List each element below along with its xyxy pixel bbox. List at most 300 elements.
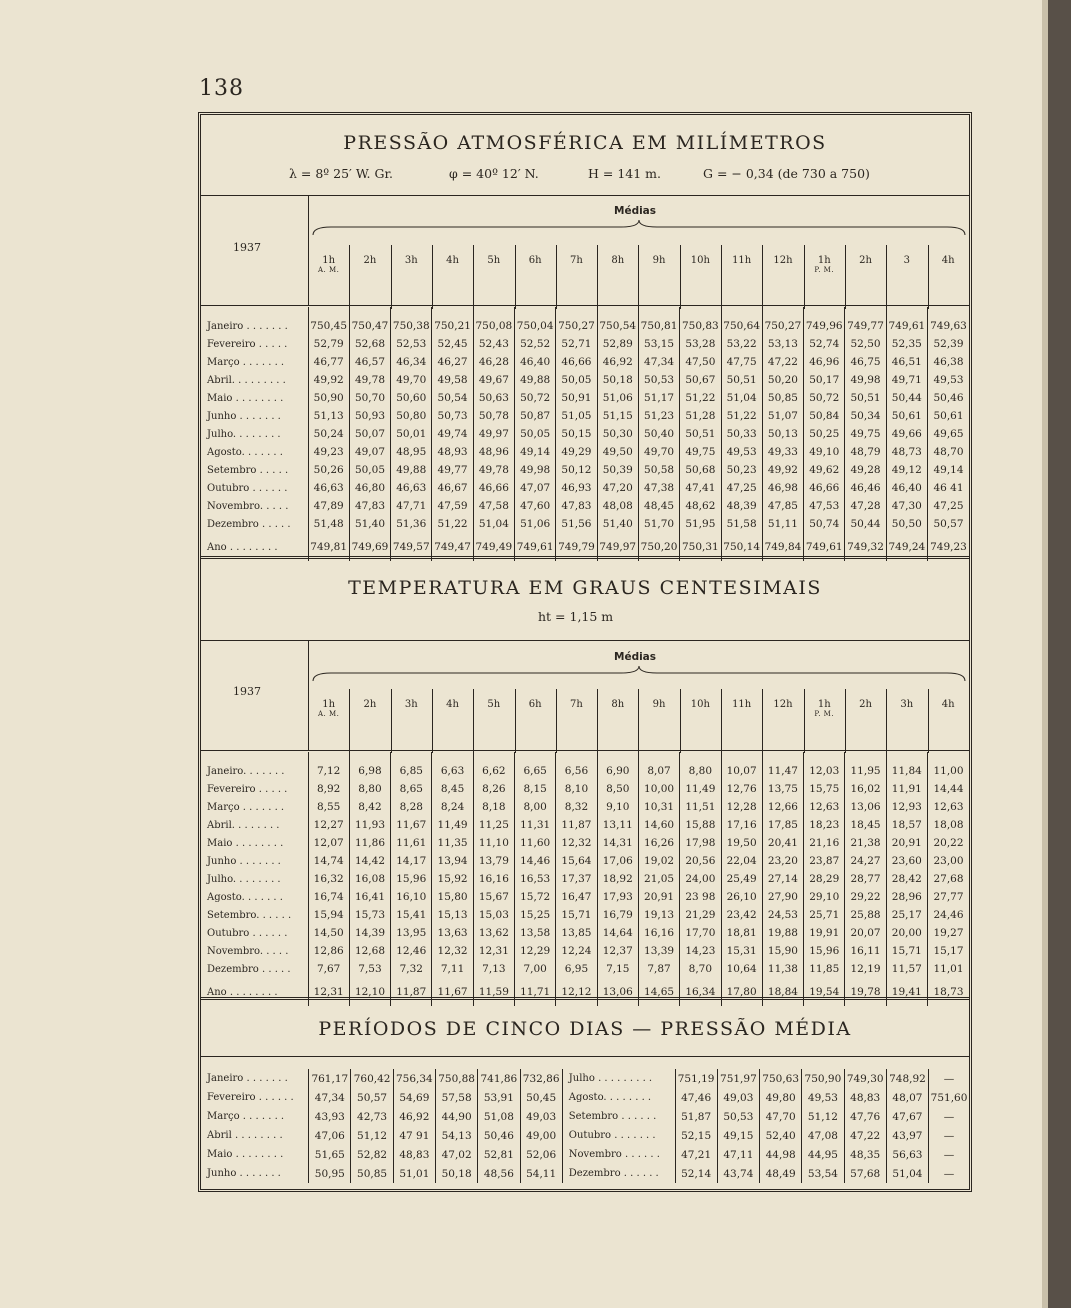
table-cell: 52,52: [515, 335, 556, 353]
table-cell: 49,53: [721, 443, 762, 461]
table-cell: 48,96: [473, 443, 514, 461]
table-cell: 49,78: [473, 461, 514, 479]
table-cell: 28,77: [845, 870, 886, 888]
table-cell: 47,83: [556, 497, 597, 515]
table-cell: 46,40: [886, 479, 927, 497]
table-cell: 51,12: [351, 1126, 393, 1145]
divider: [201, 195, 969, 196]
table-row: [201, 870, 969, 888]
table-cell: 19,41: [886, 978, 927, 1006]
table-cell: 50,57: [351, 1088, 393, 1107]
row-label: Julho. . . . . . . .: [207, 428, 281, 440]
table-cell: 50,53: [638, 371, 679, 389]
table-cell: 42,73: [351, 1107, 393, 1126]
table-cell: 48,45: [638, 497, 679, 515]
table-cell: 16,34: [680, 978, 721, 1006]
table-cell: 46,38: [927, 353, 969, 371]
table-cell: 49,75: [845, 425, 886, 443]
table-cell: 7,00: [515, 960, 556, 978]
table-row: [201, 780, 969, 798]
row-label: Fevereiro . . . . .: [207, 338, 288, 350]
table-cell: 50,13: [762, 425, 803, 443]
table-cell: 50,53: [717, 1107, 759, 1126]
temperature-year: 1937: [233, 685, 261, 698]
row-label: Maio . . . . . . . .: [207, 1149, 284, 1160]
table-cell: 17,85: [762, 816, 803, 834]
table-row: [201, 1145, 969, 1164]
pressure-title: PRESSÃO ATMOSFÉRICA EM MILÍMETROS: [343, 132, 827, 154]
table-cell: 14,39: [349, 924, 390, 942]
table-cell: 11,49: [680, 780, 721, 798]
table-cell: 23,42: [721, 906, 762, 924]
hour-label: 2h: [363, 699, 377, 710]
table-cell: 47,30: [886, 497, 927, 515]
table-row: [201, 335, 969, 353]
table-cell: 46,77: [308, 353, 349, 371]
table-cell: 50,67: [680, 371, 721, 389]
table-cell: 750,45: [308, 317, 349, 335]
table-cell: 15,17: [927, 942, 969, 960]
periods-title: PERÍODOS DE CINCO DIAS — PRESSÃO MÉDIA: [318, 1018, 852, 1040]
table-cell: —: [929, 1069, 969, 1088]
table-cell: 50,78: [473, 407, 514, 425]
table-cell: 17,80: [721, 978, 762, 1006]
hour-label: 8h: [611, 699, 625, 710]
table-cell: 749,23: [927, 533, 969, 561]
hour-header: [349, 255, 390, 266]
table-cell: 11,93: [349, 816, 390, 834]
table-cell: 749,61: [886, 317, 927, 335]
hour-header: [762, 699, 803, 710]
hour-label: 7h: [570, 255, 583, 266]
table-cell: 756,34: [393, 1069, 435, 1088]
row-label: Maio . . . . . . . .: [207, 392, 284, 404]
table-cell: 49,88: [391, 461, 432, 479]
table-cell: 16,79: [597, 906, 638, 924]
pressure-brace: [311, 219, 967, 239]
table-cell: 49,92: [762, 461, 803, 479]
table-row: [201, 443, 969, 461]
table-cell: 8,80: [349, 780, 390, 798]
table-cell: 15,94: [308, 906, 349, 924]
table-cell: 46,63: [391, 479, 432, 497]
table-cell: 49,58: [432, 371, 473, 389]
table-cell: 18,92: [597, 870, 638, 888]
hour-label: 10h: [690, 255, 710, 266]
table-cell: 47,53: [804, 497, 845, 515]
table-cell: 53,13: [762, 335, 803, 353]
table-cell: 51,40: [597, 515, 638, 533]
table-cell: 50,20: [762, 371, 803, 389]
table-cell: 50,46: [927, 389, 969, 407]
table-cell: 51,05: [556, 407, 597, 425]
table-cell: 49,71: [886, 371, 927, 389]
table-cell: 52,81: [478, 1145, 520, 1164]
hour-label: 8h: [611, 255, 625, 266]
table-cell: 49,80: [760, 1088, 802, 1107]
table-cell: 49,65: [927, 425, 969, 443]
table-cell: 49,10: [804, 443, 845, 461]
table-cell: 50,17: [804, 371, 845, 389]
table-cell: 51,56: [556, 515, 597, 533]
hour-header: [638, 699, 679, 710]
table-cell: 20,91: [638, 888, 679, 906]
table-cell: 12,19: [845, 960, 886, 978]
table-cell: 14,17: [391, 852, 432, 870]
table-cell: 50,60: [391, 389, 432, 407]
table-cell: 14,74: [308, 852, 349, 870]
hour-label: 3: [903, 255, 911, 266]
table-cell: 749,30: [844, 1069, 886, 1088]
table-cell: 51,28: [680, 407, 721, 425]
table-cell: 8,45: [432, 780, 473, 798]
table-cell: 51,01: [393, 1164, 435, 1183]
am-label: A. M.: [317, 266, 340, 274]
table-cell: 12,66: [762, 798, 803, 816]
table-row: [201, 1069, 969, 1088]
hour-header: [721, 699, 762, 710]
table-cell: 50,51: [845, 389, 886, 407]
table-cell: 51,65: [309, 1145, 351, 1164]
table-cell: 24,27: [845, 852, 886, 870]
table-cell: 20,91: [886, 834, 927, 852]
row-label: Agosto. . . . . . .: [207, 891, 283, 903]
table-cell: 15,90: [762, 942, 803, 960]
hour-label: 1h: [817, 699, 831, 710]
hour-header: [680, 255, 721, 266]
table-cell: 749,69: [349, 533, 390, 561]
table-cell: 28,29: [804, 870, 845, 888]
table-cell: 750,81: [638, 317, 679, 335]
row-label: Abril . . . . . . . .: [207, 1130, 283, 1141]
table-cell: 48,62: [680, 497, 721, 515]
table-cell: 51,04: [886, 1164, 928, 1183]
table-cell: 51,22: [721, 407, 762, 425]
table-row: [201, 1088, 969, 1107]
table-cell: 17,93: [597, 888, 638, 906]
table-cell: 52,15: [675, 1126, 717, 1145]
table-cell: 43,97: [886, 1126, 928, 1145]
table-cell: 50,46: [478, 1126, 520, 1145]
table-cell: 50,05: [349, 461, 390, 479]
table-cell: 6,63: [432, 762, 473, 780]
table-row: [201, 371, 969, 389]
hour-label: 3h: [404, 255, 418, 266]
table-cell: 15,41: [391, 906, 432, 924]
table-cell: 52,43: [473, 335, 514, 353]
table-cell: 751,60: [929, 1088, 969, 1107]
table-cell: 12,63: [804, 798, 845, 816]
table-cell: 47,11: [717, 1145, 759, 1164]
table-cell: 15,03: [473, 906, 514, 924]
row-label: Dezembro . . . . . .: [562, 1164, 675, 1183]
table-cell: 50,30: [597, 425, 638, 443]
table-cell: 13,11: [597, 816, 638, 834]
table-cell: 14,50: [308, 924, 349, 942]
hour-label: 1h: [817, 255, 831, 266]
table-cell: 6,56: [556, 762, 597, 780]
table-cell: 749,49: [473, 533, 514, 561]
table-cell: 15,25: [515, 906, 556, 924]
table-cell: 12,27: [308, 816, 349, 834]
table-cell: 48,39: [721, 497, 762, 515]
hour-label: 11h: [732, 699, 752, 710]
table-cell: 49,88: [515, 371, 556, 389]
hour-header: [845, 699, 886, 710]
table-cell: 750,20: [638, 533, 679, 561]
table-cell: 18,08: [927, 816, 969, 834]
table-cell: 750,04: [515, 317, 556, 335]
table-cell: 751,19: [675, 1069, 717, 1088]
table-cell: 24,46: [927, 906, 969, 924]
table-cell: 11,25: [473, 816, 514, 834]
gravity-param: G = − 0,34 (de 730 a 750): [703, 166, 870, 181]
table-cell: 46,34: [391, 353, 432, 371]
table-cell: 15,96: [391, 870, 432, 888]
table-cell: 46,57: [349, 353, 390, 371]
table-cell: 11,59: [473, 978, 514, 1006]
table-cell: 49,12: [886, 461, 927, 479]
table-cell: 27,68: [927, 870, 969, 888]
table-cell: 51,23: [638, 407, 679, 425]
temperature-table: [201, 752, 969, 1006]
row-label: Agosto. . . . . . .: [207, 446, 283, 458]
table-cell: 14,64: [597, 924, 638, 942]
table-cell: 47,34: [309, 1088, 351, 1107]
table-cell: 50,74: [804, 515, 845, 533]
table-cell: 52,50: [845, 335, 886, 353]
table-cell: —: [929, 1164, 969, 1183]
table-cell: 23 98: [680, 888, 721, 906]
table-cell: 749,96: [804, 317, 845, 335]
table-cell: 51,15: [597, 407, 638, 425]
table-cell: 18,23: [804, 816, 845, 834]
table-cell: 760,42: [351, 1069, 393, 1088]
table-cell: 47,60: [515, 497, 556, 515]
table-cell: 48,73: [886, 443, 927, 461]
hour-header: [597, 255, 638, 266]
table-cell: 51,22: [680, 389, 721, 407]
table-cell: 47,22: [762, 353, 803, 371]
table-cell: 16,41: [349, 888, 390, 906]
table-row: [201, 407, 969, 425]
table-cell: 8,80: [680, 762, 721, 780]
hour-label: 4h: [446, 255, 459, 266]
table-cell: 46,66: [804, 479, 845, 497]
table-cell: 51,70: [638, 515, 679, 533]
table-cell: 17,37: [556, 870, 597, 888]
row-label: Outubro . . . . . .: [207, 482, 288, 494]
table-cell: 50,70: [349, 389, 390, 407]
table-cell: 50,44: [886, 389, 927, 407]
table-cell: 47,25: [721, 479, 762, 497]
table-cell: 49,78: [349, 371, 390, 389]
table-cell: 50,39: [597, 461, 638, 479]
table-cell: 8,32: [556, 798, 597, 816]
table-cell: 51,58: [721, 515, 762, 533]
table-cell: 47,59: [432, 497, 473, 515]
table-cell: 47,71: [391, 497, 432, 515]
table-cell: 46,66: [473, 479, 514, 497]
table-cell: 11,95: [845, 762, 886, 780]
table-cell: 53,54: [802, 1164, 844, 1183]
table-cell: 749,84: [762, 533, 803, 561]
table-row: [201, 317, 969, 335]
table-cell: 20,00: [886, 924, 927, 942]
table-cell: 44,90: [435, 1107, 477, 1126]
table-cell: 7,53: [349, 960, 390, 978]
row-label: Março . . . . . . .: [207, 801, 285, 813]
table-row: [201, 353, 969, 371]
table-cell: 750,31: [680, 533, 721, 561]
table-cell: 15,64: [556, 852, 597, 870]
hour-header: [349, 699, 390, 710]
table-cell: 12,46: [391, 942, 432, 960]
table-cell: 28,42: [886, 870, 927, 888]
table-row: [201, 762, 969, 780]
table-cell: 44,98: [760, 1145, 802, 1164]
table-cell: 49,97: [473, 425, 514, 443]
table-cell: 11,51: [680, 798, 721, 816]
table-cell: 50,01: [391, 425, 432, 443]
hour-label: 10h: [690, 699, 710, 710]
hour-header: [308, 255, 349, 274]
table-cell: 6,65: [515, 762, 556, 780]
table-cell: 57,68: [844, 1164, 886, 1183]
table-cell: 25,17: [886, 906, 927, 924]
table-cell: 50,91: [556, 389, 597, 407]
table-row: [201, 960, 969, 978]
table-cell: 732,86: [520, 1069, 562, 1088]
table-cell: 48,95: [391, 443, 432, 461]
table-cell: 48,56: [478, 1164, 520, 1183]
table-cell: 12,32: [556, 834, 597, 852]
divider: [201, 305, 969, 306]
table-cell: 14,46: [515, 852, 556, 870]
table-cell: 50,34: [845, 407, 886, 425]
table-cell: 51,22: [432, 515, 473, 533]
table-cell: 52,53: [391, 335, 432, 353]
table-row: [201, 906, 969, 924]
table-cell: 57,58: [435, 1088, 477, 1107]
table-cell: 12,10: [349, 978, 390, 1006]
table-cell: 47,07: [515, 479, 556, 497]
table-cell: 49,14: [927, 461, 969, 479]
table-cell: 47,46: [675, 1088, 717, 1107]
table-cell: 17,70: [680, 924, 721, 942]
table-cell: 8,55: [308, 798, 349, 816]
hour-label: 3h: [900, 699, 914, 710]
table-cell: 22,04: [721, 852, 762, 870]
table-cell: 13,58: [515, 924, 556, 942]
table-cell: 10,31: [638, 798, 679, 816]
table-cell: 7,11: [432, 960, 473, 978]
row-label: Agosto. . . . . . . .: [562, 1088, 675, 1107]
table-cell: 749,79: [556, 533, 597, 561]
table-row: [201, 515, 969, 533]
hour-label: 12h: [773, 699, 793, 710]
table-cell: 7,32: [391, 960, 432, 978]
table-cell: 15,88: [680, 816, 721, 834]
table-cell: 11,47: [762, 762, 803, 780]
table-cell: 11,00: [927, 762, 969, 780]
table-cell: 52,68: [349, 335, 390, 353]
table-cell: 28,96: [886, 888, 927, 906]
table-cell: 48,79: [845, 443, 886, 461]
table-cell: 50,23: [721, 461, 762, 479]
table-cell: 50,63: [473, 389, 514, 407]
hour-header: [804, 255, 845, 274]
hour-label: 11h: [732, 255, 752, 266]
table-cell: 48,83: [393, 1145, 435, 1164]
table-cell: 49,67: [473, 371, 514, 389]
table-cell: 51,11: [762, 515, 803, 533]
table-cell: 6,90: [597, 762, 638, 780]
table-cell: 19,91: [804, 924, 845, 942]
table-cell: 749,57: [391, 533, 432, 561]
table-cell: 50,87: [515, 407, 556, 425]
table-cell: 11,87: [556, 816, 597, 834]
table-cell: 15,31: [721, 942, 762, 960]
table-cell: 19,88: [762, 924, 803, 942]
hour-header: [886, 255, 927, 266]
table-cell: 748,92: [886, 1069, 928, 1088]
table-cell: 47,76: [844, 1107, 886, 1126]
row-label: Novembro. . . . .: [207, 500, 289, 512]
table-cell: 18,73: [927, 978, 969, 1006]
document-frame: [198, 112, 972, 1192]
table-cell: 750,63: [760, 1069, 802, 1088]
table-cell: 50,05: [556, 371, 597, 389]
table-cell: 15,92: [432, 870, 473, 888]
table-cell: 49,74: [432, 425, 473, 443]
table-cell: 46,80: [349, 479, 390, 497]
table-cell: 8,28: [391, 798, 432, 816]
table-cell: 11,60: [515, 834, 556, 852]
table-cell: 47,06: [309, 1126, 351, 1145]
divider: [201, 556, 969, 559]
table-cell: 50,25: [804, 425, 845, 443]
hour-label: 4h: [446, 699, 459, 710]
hour-label: 1h: [322, 255, 336, 266]
row-label: Ano . . . . . . . .: [207, 541, 278, 553]
hour-header: [432, 699, 473, 710]
table-cell: 17,06: [597, 852, 638, 870]
table-cell: 16,02: [845, 780, 886, 798]
table-cell: 24,53: [762, 906, 803, 924]
table-cell: 11,49: [432, 816, 473, 834]
table-cell: 50,80: [391, 407, 432, 425]
table-cell: 48,49: [760, 1164, 802, 1183]
table-cell: 52,74: [804, 335, 845, 353]
divider: [201, 997, 969, 1000]
table-cell: 11,67: [391, 816, 432, 834]
table-cell: 16,11: [845, 942, 886, 960]
table-cell: 749,63: [927, 317, 969, 335]
table-cell: 11,84: [886, 762, 927, 780]
table-cell: 16,32: [308, 870, 349, 888]
altitude-param: H = 141 m.: [588, 166, 661, 181]
table-cell: 47,58: [473, 497, 514, 515]
table-cell: 50,72: [515, 389, 556, 407]
table-cell: 49,75: [680, 443, 721, 461]
row-label: Outubro . . . . . . .: [562, 1126, 675, 1145]
table-cell: 11,38: [762, 960, 803, 978]
hour-label: 12h: [773, 255, 793, 266]
table-cell: 12,31: [308, 978, 349, 1006]
row-label: Setembro . . . . . .: [562, 1107, 675, 1126]
table-cell: 12,63: [927, 798, 969, 816]
